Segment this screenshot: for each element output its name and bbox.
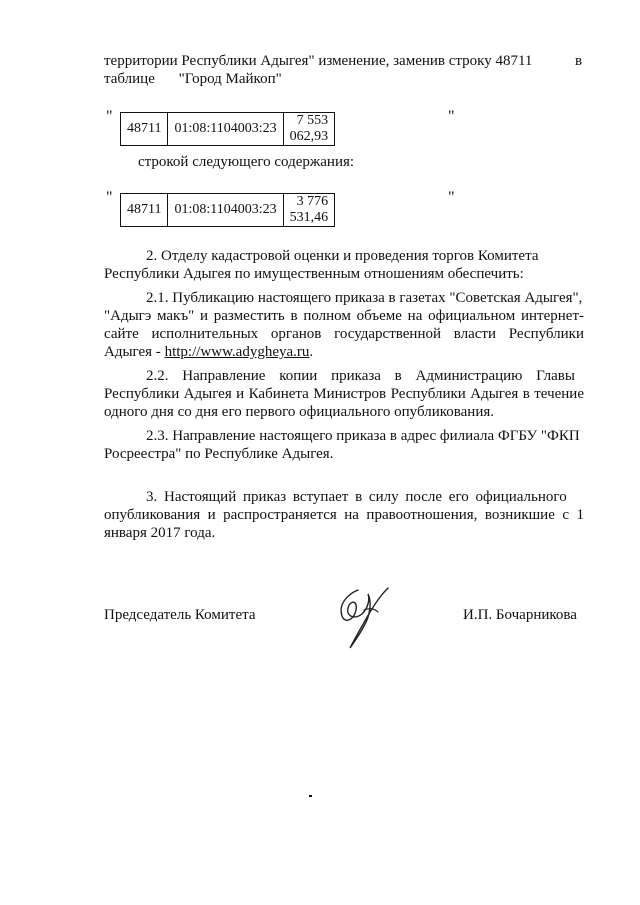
intro-text: территории Республики Адыгея" изменение, заменив строку 48711 xyxy=(104,53,533,69)
intro-line-1 xyxy=(104,52,532,70)
clause-3-line-3: января 2017 года. xyxy=(104,525,216,541)
clause-2-1-line-4 xyxy=(104,343,313,361)
handwritten-signature xyxy=(328,586,398,652)
clause-2-3-line-2: Росреестра" по Республике Адыгея. xyxy=(104,446,334,462)
clause-3-line-1: 3. Настоящий приказ вступает в силу после его официального xyxy=(146,489,567,505)
table-cell-value: 7 553 062,93 xyxy=(283,113,335,146)
clause-2-2-line-3: одного дня со дня его первого официального опубликования. xyxy=(104,404,495,420)
signatory-name: И.П. Бочарникова xyxy=(463,607,577,623)
intro-line-2 xyxy=(104,70,282,88)
scan-artifact-dot xyxy=(309,795,312,797)
clause-2-3-line-1: 2.3. Направление настоящего приказа в адрес филиала ФГБУ "ФКП xyxy=(146,428,580,444)
table-cell-code: 48711 xyxy=(121,113,168,146)
clause-2-1-prefix: Адыгея - xyxy=(104,344,165,360)
open-quote: " xyxy=(106,189,113,206)
clause-2-2-line-2: Республики Адыгея и Кабинета Министров Республики Адыгея в течение xyxy=(104,386,584,402)
intro-table-name: "Город Майкоп" xyxy=(178,71,282,87)
open-quote: " xyxy=(106,108,113,125)
replacement-text: строкой следующего содержания: xyxy=(138,154,355,170)
website-link[interactable]: http://www.adygheya.ru xyxy=(164,344,310,360)
table-cell-cadastral-number: 01:08:1104003:23 xyxy=(168,194,283,227)
clause-2-line-2: Республики Адыгея по имущественным отношениям обеспечить: xyxy=(104,266,524,282)
clause-2-2-line-1: 2.2. Направление копии приказа в Администрацию Главы xyxy=(146,368,575,384)
signatory-title: Председатель Комитета xyxy=(104,607,256,623)
clause-2-1-line-1: 2.1. Публикацию настоящего приказа в газетах "Советская Адыгея", xyxy=(146,290,583,306)
old-row-table xyxy=(120,112,335,146)
intro-table-word: таблице xyxy=(104,71,155,87)
clause-2-1-line-3: сайте исполнительных органов государственной власти Республики xyxy=(104,326,584,342)
table-cell-code: 48711 xyxy=(121,194,168,227)
intro-line-1-end: в xyxy=(575,53,583,69)
table-cell-value: 3 776 531,46 xyxy=(283,194,335,227)
clause-2-1-suffix: . xyxy=(309,344,314,360)
clause-3-line-2: опубликования и распространяется на правоотношения, возникшие с 1 xyxy=(104,507,584,523)
new-row-table xyxy=(120,193,335,227)
close-quote: " xyxy=(448,108,455,125)
clause-2-1-line-2: "Адыгэ макъ" и разместить в полном объеме на официальном интернет- xyxy=(104,308,584,324)
close-quote: " xyxy=(448,189,455,206)
clause-2-line-1: 2. Отделу кадастровой оценки и проведения торгов Комитета xyxy=(146,248,539,264)
table-cell-cadastral-number: 01:08:1104003:23 xyxy=(168,113,283,146)
